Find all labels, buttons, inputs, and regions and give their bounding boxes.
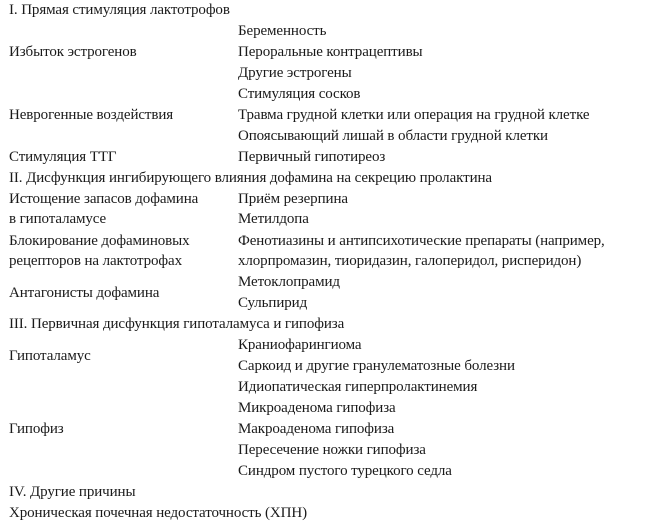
category-label: Истощение запасов дофамина (9, 191, 199, 207)
section-heading: I. Прямая стимуляция лактотрофов (9, 2, 230, 18)
cause-item: Метилдопа (238, 211, 309, 227)
category-label: Гипофиз (9, 421, 64, 437)
section-heading: II. Дисфункция ингибирующего влияния дофамина на секрецию пролактина (9, 170, 492, 186)
cause-item: Фенотиазины и антипсихотические препараты (например, (238, 233, 605, 249)
category-label: Гипоталамус (9, 348, 91, 364)
cause-item: Пересечение ножки гипофиза (238, 442, 426, 458)
cause-item: Приём резерпина (238, 191, 348, 207)
cause-item: Травма грудной клетки или операция на грудной клетке (238, 107, 590, 123)
cause-item: Идиопатическая гиперпролактинемия (238, 379, 478, 395)
cause-item: Опоясывающий лишай в области грудной клетки (238, 128, 548, 144)
other-cause-item: Хроническая почечная недостаточность (ХПН) (9, 505, 307, 521)
cause-item: Другие эстрогены (238, 65, 352, 81)
section-heading: III. Первичная дисфункция гипоталамуса и гипофиза (9, 316, 345, 332)
cause-item: Макроаденома гипофиза (238, 421, 395, 437)
cause-item: Микроаденома гипофиза (238, 400, 396, 416)
category-label: Блокирование дофаминовых (9, 233, 190, 249)
category-label-continued: в гипоталамусе (9, 211, 107, 227)
cause-item: Метоклопрамид (238, 274, 340, 290)
cause-item: Пероральные контрацептивы (238, 44, 423, 60)
category-label-continued: рецепторов на лактотрофах (9, 253, 183, 269)
category-label: Неврогенные воздействия (9, 107, 174, 123)
cause-item: Синдром пустого турецкого седла (238, 463, 452, 479)
cause-item: Первичный гипотиреоз (238, 149, 386, 165)
category-label: Антагонисты дофамина (9, 285, 160, 301)
category-label: Избыток эстрогенов (9, 44, 137, 60)
cause-item: Краниофарингиома (238, 337, 362, 353)
cause-item-continued: хлорпромазин, тиоридазин, галоперидол, рисперидон) (238, 253, 582, 269)
cause-item: Стимуляция сосков (238, 86, 361, 102)
section-heading: IV. Другие причины (9, 484, 136, 500)
cause-item: Беременность (238, 23, 327, 39)
cause-item: Саркоид и другие гранулематозные болезни (238, 358, 515, 374)
cause-item: Сульпирид (238, 295, 308, 311)
category-label: Стимуляция ТТГ (9, 149, 117, 165)
